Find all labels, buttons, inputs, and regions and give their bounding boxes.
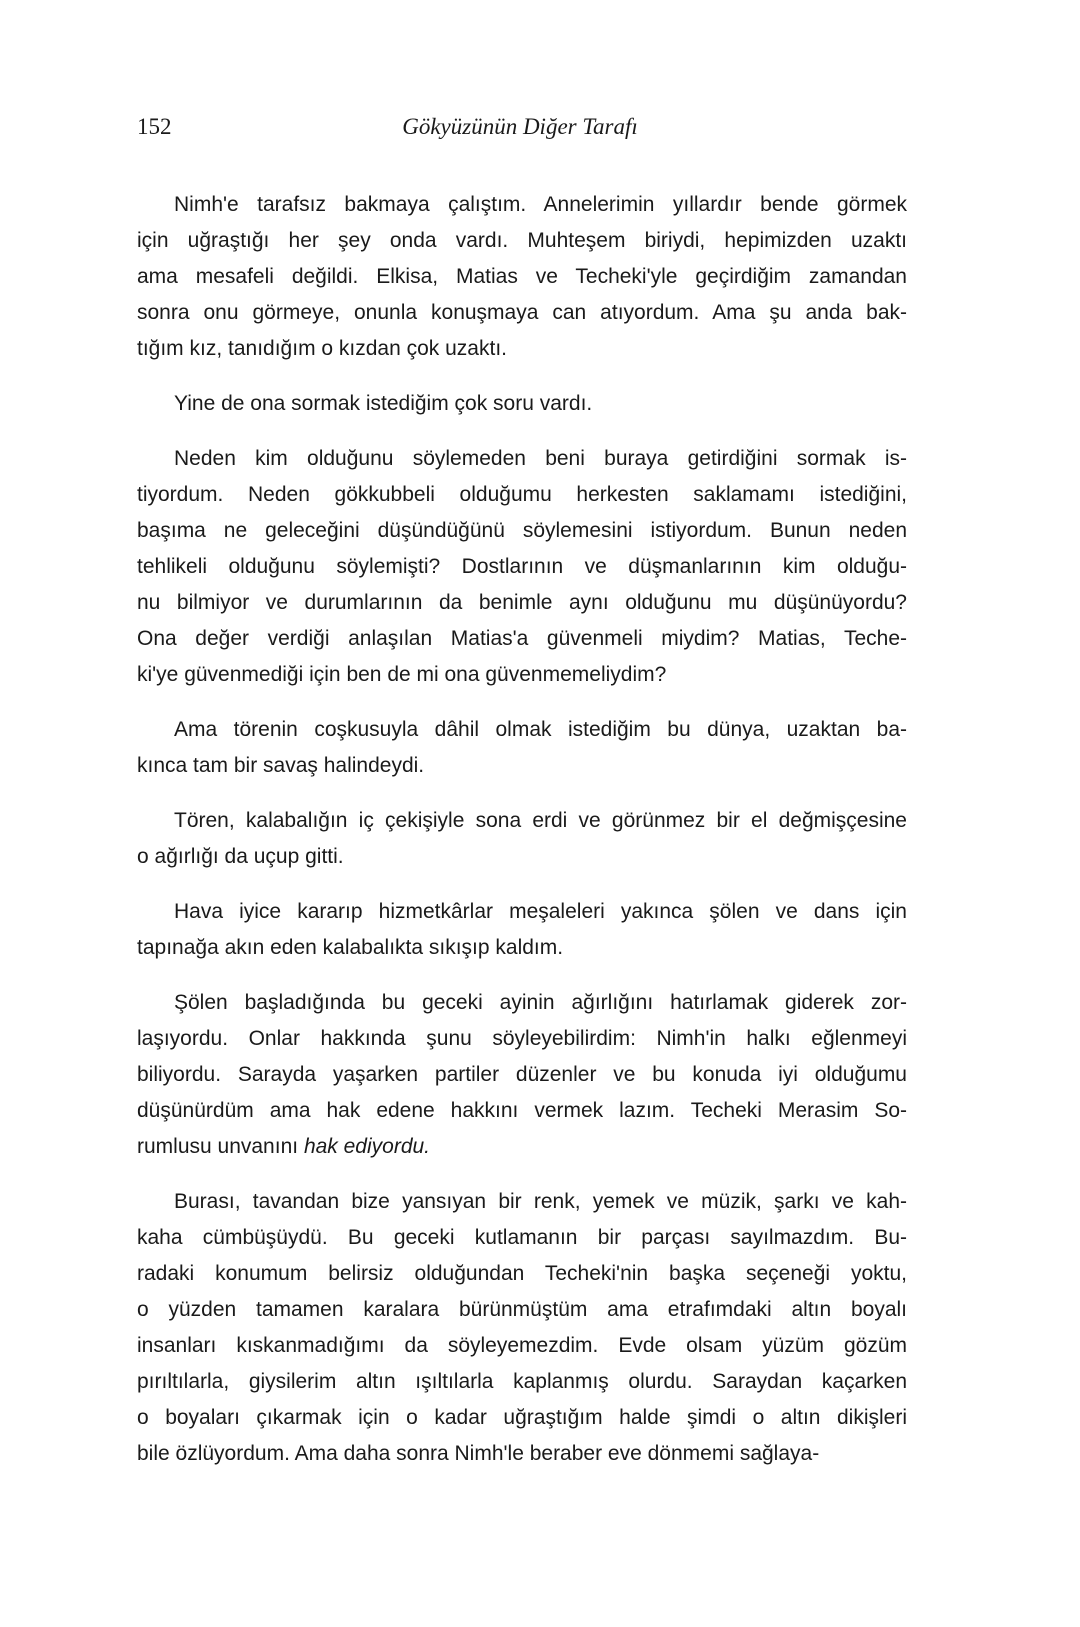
line-text: Şölen başladığında bu geceki ayinin ağırlığını hatırlamak giderek zor- (174, 991, 907, 1014)
text-line (137, 1292, 907, 1328)
text-line (137, 441, 907, 477)
text-line (137, 621, 907, 657)
line-text: için uğraştığı her şey onda vardı. Muhteşem biriydi, hepimizden uzaktı (137, 229, 907, 252)
line-text: tehlikeli olduğunu söylemişti? Dostlarının ve düşmanlarının kim olduğu- (137, 555, 907, 578)
line-text: o yüzden tamamen karalara bürünmüştüm ama etrafımdaki altın boyalı (137, 1298, 907, 1321)
text-line (137, 1364, 907, 1400)
paragraph (137, 441, 907, 693)
line-text: ki'ye güvenmediği için ben de mi ona güvenmemeliydim? (137, 663, 667, 686)
text-line (137, 477, 907, 513)
text-line (137, 1328, 907, 1364)
line-text: kaha cümbüşüydü. Bu geceki kutlamanın bir parçası sayılmazdım. Bu- (137, 1226, 907, 1249)
line-text: Hava iyice kararıp hizmetkârlar meşaleleri yakınca şölen ve dans için (174, 900, 907, 923)
line-text: o ağırlığı da uçup gitti. (137, 845, 344, 868)
line-text: pırıltılarla, giysilerim altın ışıltılarla kaplanmış olurdu. Saraydan kaçarken (137, 1370, 907, 1393)
text-line (137, 894, 907, 930)
text-line (137, 839, 907, 875)
text-line (137, 1400, 907, 1436)
line-text: düşünürdüm ama hak edene hakkını vermek lazım. Techeki Merasim So- (137, 1099, 907, 1122)
text-line (137, 1021, 907, 1057)
text-line (137, 1256, 907, 1292)
line-text: nu bilmiyor ve durumlarının da benimle aynı olduğunu mu düşünüyordu? (137, 591, 907, 614)
text-line (137, 1129, 907, 1165)
paragraph (137, 386, 907, 422)
line-text: Nimh'e tarafsız bakmaya çalıştım. Annelerimin yıllardır bende görmek (174, 193, 907, 216)
line-text: biliyordu. Sarayda yaşarken partiler düzenler ve bu konuda iyi olduğumu (137, 1063, 907, 1086)
text-line (137, 803, 907, 839)
line-text: radaki konumum belirsiz olduğundan Techeki'nin başka seçeneği yoktu, (137, 1262, 907, 1285)
line-text: ama mesafeli değildi. Elkisa, Matias ve Techeki'yle geçirdiğim zamandan (137, 265, 907, 288)
line-text: laşıyordu. Onlar hakkında şunu söyleyebilirdim: Nimh'in halkı eğlenmeyi (137, 1027, 907, 1050)
line-text: Burası, tavandan bize yansıyan bir renk, yemek ve müzik, şarkı ve kah- (174, 1190, 907, 1213)
italic-phrase: hak ediyordu. (303, 1135, 431, 1158)
text-line (137, 712, 907, 748)
line-text: Yine de ona sormak istediğim çok soru vardı. (174, 392, 593, 415)
text-line (137, 386, 907, 422)
text-line (137, 513, 907, 549)
line-text: insanları kıskanmadığımı da söyleyemezdim. Evde olsam yüzüm gözüm (137, 1334, 907, 1357)
text-line (137, 1436, 907, 1472)
text-line (137, 187, 907, 223)
line-text: sonra onu görmeye, onunla konuşmaya can atıyordum. Ama şu anda bak- (137, 301, 907, 324)
paragraph (137, 1184, 907, 1472)
text-line (137, 259, 907, 295)
text-line (137, 1220, 907, 1256)
text-line (137, 331, 907, 367)
line-text: tiyordum. Neden gökkubbeli olduğumu herkesten saklamamı istediğini, (137, 483, 907, 506)
text-line (137, 985, 907, 1021)
text-line (137, 1057, 907, 1093)
line-text: tapınağa akın eden kalabalıkta sıkışıp kaldım. (137, 936, 564, 959)
page-number: 152 (137, 114, 172, 139)
text-line (137, 295, 907, 331)
text-line (137, 549, 907, 585)
paragraph (137, 894, 907, 966)
paragraph (137, 985, 907, 1165)
text-line (137, 657, 907, 693)
running-title: Gökyüzünün Diğer Tarafı (402, 114, 638, 139)
paragraph (137, 803, 907, 875)
page-body (137, 187, 907, 1491)
line-text: Ama törenin coşkusuyla dâhil olmak istediğim bu dünya, uzaktan ba- (174, 718, 907, 741)
text-line (137, 930, 907, 966)
line-text: tığım kız, tanıdığım o kızdan çok uzaktı. (137, 337, 507, 360)
line-text: o boyaları çıkarmak için o kadar uğraştığım halde şimdi o altın dikişleri (137, 1406, 907, 1429)
line-text: kınca tam bir savaş halindeydi. (137, 754, 425, 777)
text-line (137, 748, 907, 784)
text-line (137, 1184, 907, 1220)
line-text: Neden kim olduğunu söylemeden beni buraya getirdiğini sormak is- (174, 447, 907, 470)
text-line (137, 223, 907, 259)
line-text: Tören, kalabalığın iç çekişiyle sona erdi ve görünmez bir el değmişçesine (174, 809, 907, 832)
paragraph (137, 187, 907, 367)
text-line (137, 1093, 907, 1129)
line-text: rumlusu unvanını (137, 1135, 299, 1158)
paragraph (137, 712, 907, 784)
line-text: başıma ne geleceğini düşündüğünü söylemesini istiyordum. Bunun neden (137, 519, 907, 542)
text-line (137, 585, 907, 621)
line-text: bile özlüyordum. Ama daha sonra Nimh'le beraber eve dönmemi sağlaya- (137, 1442, 820, 1465)
line-text: Ona değer verdiği anlaşılan Matias'a güvenmeli miydim? Matias, Teche- (137, 627, 907, 650)
